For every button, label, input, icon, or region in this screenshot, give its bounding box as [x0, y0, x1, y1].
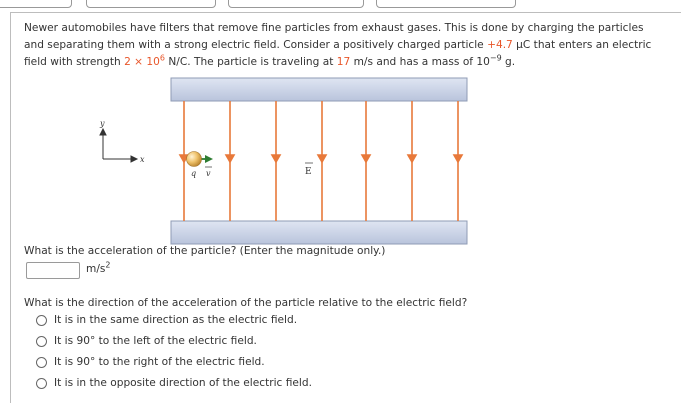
top-plate — [171, 78, 467, 101]
toolbar-tab-1[interactable] — [0, 0, 72, 8]
radio-90-left[interactable] — [36, 336, 47, 347]
radio-same-direction[interactable] — [36, 315, 47, 326]
speed-value: 17 — [336, 56, 351, 68]
charge-value: +4.7 — [487, 39, 513, 51]
field-arrow-2 — [226, 155, 234, 162]
option-label: It is 90° to the left of the electric field. — [54, 335, 257, 347]
unit-exponent: 2 — [105, 260, 111, 270]
question-2-text: What is the direction of the acceleration of the particle relative to the electric field? — [24, 297, 468, 309]
toolbar-tab-3[interactable] — [228, 0, 364, 8]
problem-statement — [24, 20, 664, 71]
field-arrow-5 — [362, 155, 370, 162]
velocity-label: v — [206, 169, 211, 178]
field-lines — [180, 101, 462, 221]
problem-text-5: g. — [501, 56, 516, 68]
velocity-arrow-head — [205, 155, 213, 163]
option-same-direction[interactable] — [36, 312, 297, 328]
field-strength-value — [124, 53, 165, 68]
option-90-right[interactable] — [36, 354, 265, 370]
option-label: It is in the opposite direction of the electric field. — [54, 377, 312, 389]
acceleration-input[interactable] — [26, 262, 80, 279]
top-toolbar — [0, 0, 681, 10]
field-exponent: 6 — [159, 53, 165, 63]
question-1-text: What is the acceleration of the particle? (Enter the magnitude only.) — [24, 245, 386, 257]
option-label: It is in the same direction as the electric field. — [54, 314, 298, 326]
y-axis-label: y — [100, 119, 105, 128]
field-arrow-3 — [272, 155, 280, 162]
radio-opposite-direction[interactable] — [36, 378, 47, 389]
field-arrow-6 — [408, 155, 416, 162]
x-axis-arrow — [131, 156, 137, 162]
option-label: It is 90° to the right of the electric field. — [54, 356, 265, 368]
mass-exponent: −9 — [489, 53, 502, 63]
radio-90-right[interactable] — [36, 357, 47, 368]
problem-text-1: Newer automobiles have filters that remove fine particles from exhaust gases. This is done by charging the particles and separating them with a strong electric field. Consider a positively charged particle — [24, 22, 644, 51]
option-opposite-direction[interactable] — [36, 375, 312, 391]
toolbar-tab-4[interactable] — [376, 0, 516, 8]
unit-base: m/s — [86, 263, 106, 275]
field-arrow-4 — [318, 155, 326, 162]
problem-text-2: μC that enters an electric field with strength — [24, 39, 652, 68]
acceleration-unit — [86, 260, 111, 275]
charged-particle — [187, 152, 202, 167]
charge-label: q — [191, 169, 197, 178]
problem-text-4: m/s and has a mass of 10 — [350, 56, 490, 68]
electric-field-figure — [90, 76, 490, 246]
x-axis-label: x — [140, 155, 145, 164]
field-arrow-7 — [454, 155, 462, 162]
bottom-plate — [171, 221, 467, 244]
y-axis-arrow — [100, 129, 106, 135]
field-label: E — [305, 167, 312, 177]
option-90-left[interactable] — [36, 333, 257, 349]
field-mantissa: 2 × 10 — [124, 56, 160, 68]
toolbar-tab-2[interactable] — [86, 0, 216, 8]
problem-text-3: N/C. The particle is traveling at — [165, 56, 337, 68]
coordinate-axes — [100, 129, 137, 162]
